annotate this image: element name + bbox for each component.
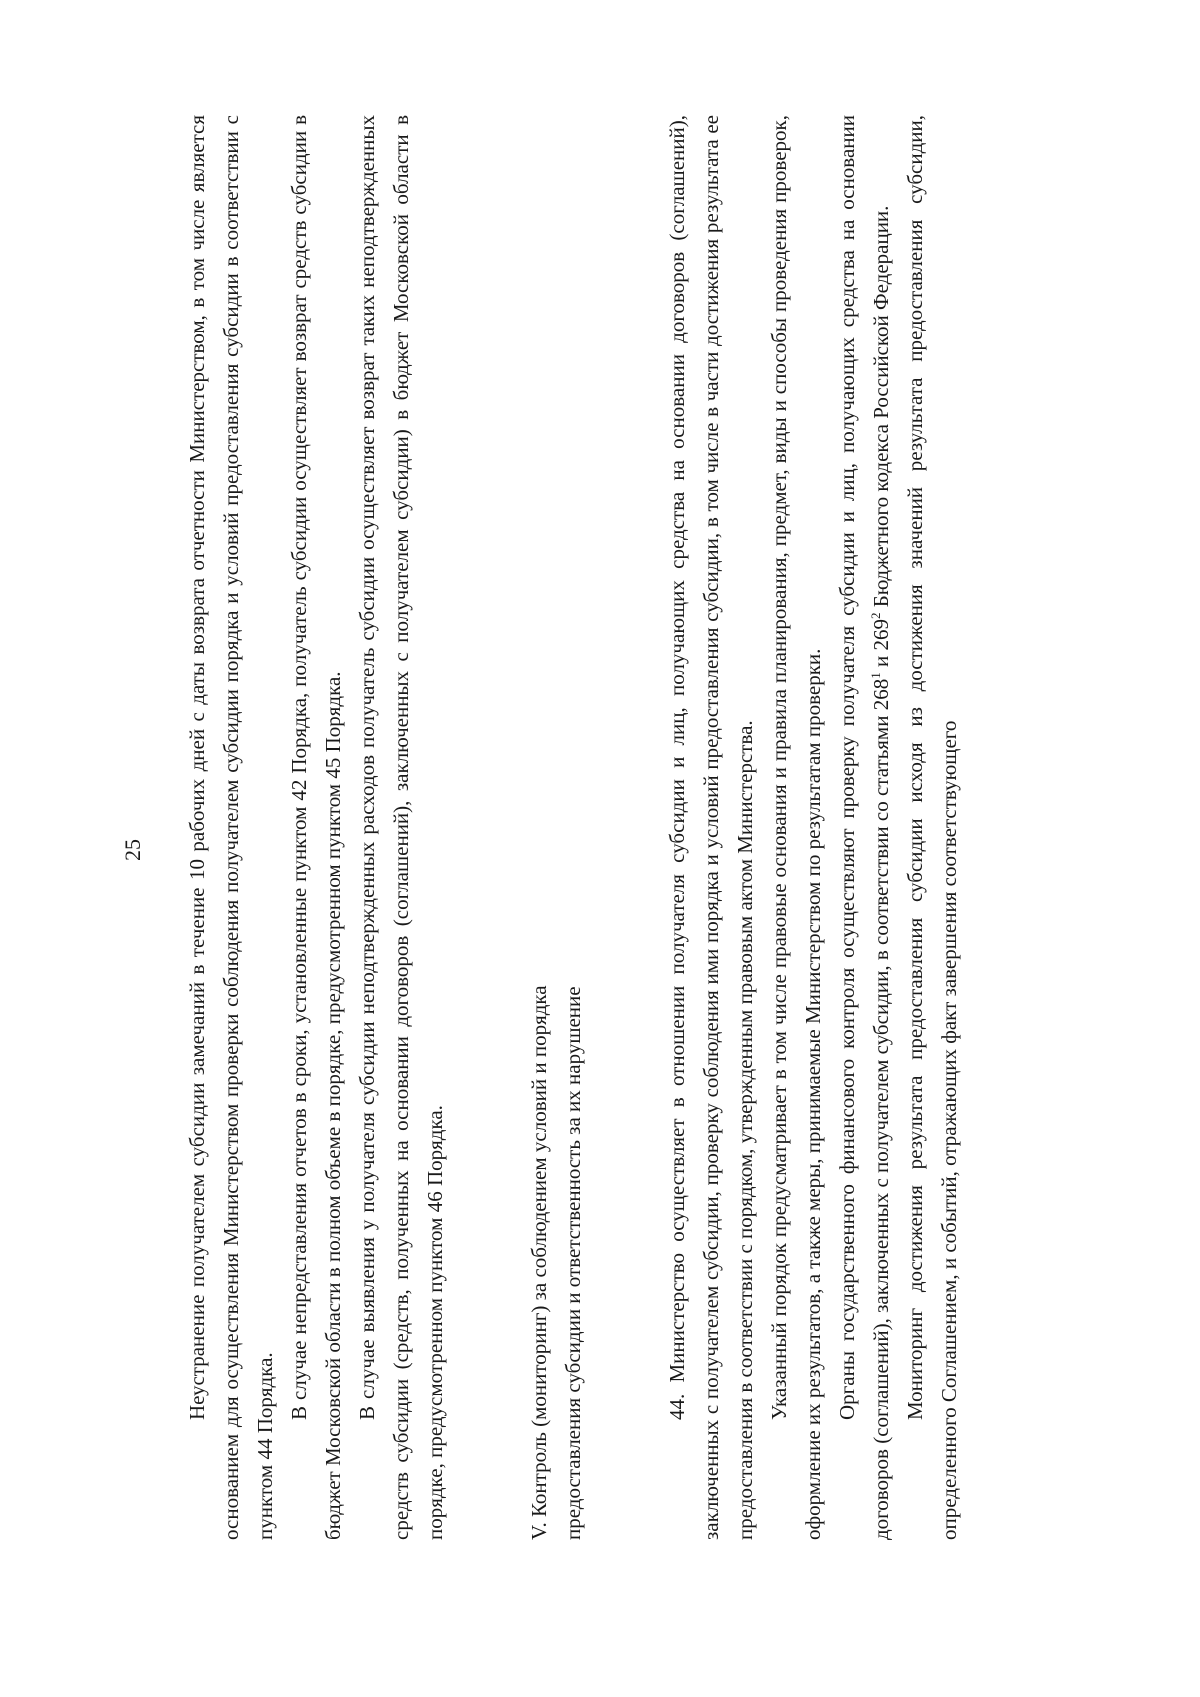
control-organs-text-c: Бюджетного кодекса Российской Федерации.	[869, 205, 893, 613]
section-heading-line-1: V. Контроль (мониторинг) за соблюдением условий и порядка	[527, 985, 551, 1540]
document-body	[180, 115, 966, 1540]
paragraph-monitoring: Мониторинг достижения результата предоставления субсидии исходя из достижения значений результата предоставления субсидии, определенного Соглашением, и событий, отражающих факт завершения соответствующего	[903, 115, 961, 1540]
page-number: 25	[120, 839, 145, 861]
control-organs-text-b: и 269	[869, 619, 893, 673]
rotated-page	[50, 60, 1150, 1640]
section-heading-line-2: предоставления субсидии и ответственность за их нарушение	[561, 986, 585, 1540]
article-268-superscript: 1	[868, 672, 883, 679]
article-269-superscript: 2	[868, 612, 883, 620]
paragraph-44: 44. Министерство осуществляет в отношении получателя субсидии и лиц, получающих средства на основании договоров (соглашений), заключенных с получателем субсидии, проверку соблюдения ими порядка и условий предоставления субсидии, в том числе в части достижения результата ее предоставления в соответствии с порядком, утвержденным правовым актом Министерства.	[665, 115, 757, 1540]
section-heading	[522, 115, 590, 1540]
paragraph-control-organs	[830, 115, 898, 1540]
control-organs-text-a: Органы государственного финансового контроля осуществляют проверку получателя субсидии и лиц, получающих средства на основании договоров (соглашений), заключенных с получателем субсидии, в соответствии со статьями 268	[835, 115, 893, 1540]
paragraph-order: Указанный порядок предусматривает в том числе правовые основания и правила планирования, предмет, виды и способы проведения проверок, оформление их результатов, а также меры, принимаемые Министерством по результатам проверки.	[767, 115, 825, 1540]
paragraph-nonsubmission: В случае непредставления отчетов в сроки, установленные пунктом 42 Порядка, получатель субсидии осуществляет возврат средств субсидии в бюджет Московской области в полном объеме в порядке, предусмотренном пунктом 45 Порядка.	[287, 115, 345, 1540]
paragraph-unconfirmed-expenses: В случае выявления у получателя субсидии неподтвержденных расходов получатель субсидии осуществляет возврат таких неподтвержденных средств субсидии (средств, полученных на основании договоров (соглашений), заключенных с получателем субсидии) в бюджет Московской области в порядке, предусмотренном пунктом 46 Порядка.	[355, 115, 447, 1540]
paragraph-nonremoval: Неустранение получателем субсидии замечаний в течение 10 рабочих дней с даты возврата отчетности Министерством, в том числе является основанием для осуществления Министерством проверки соблюдения получателем субсидии порядка и условий предоставления субсидии в соответствии с пунктом 44 Порядка.	[185, 115, 277, 1540]
